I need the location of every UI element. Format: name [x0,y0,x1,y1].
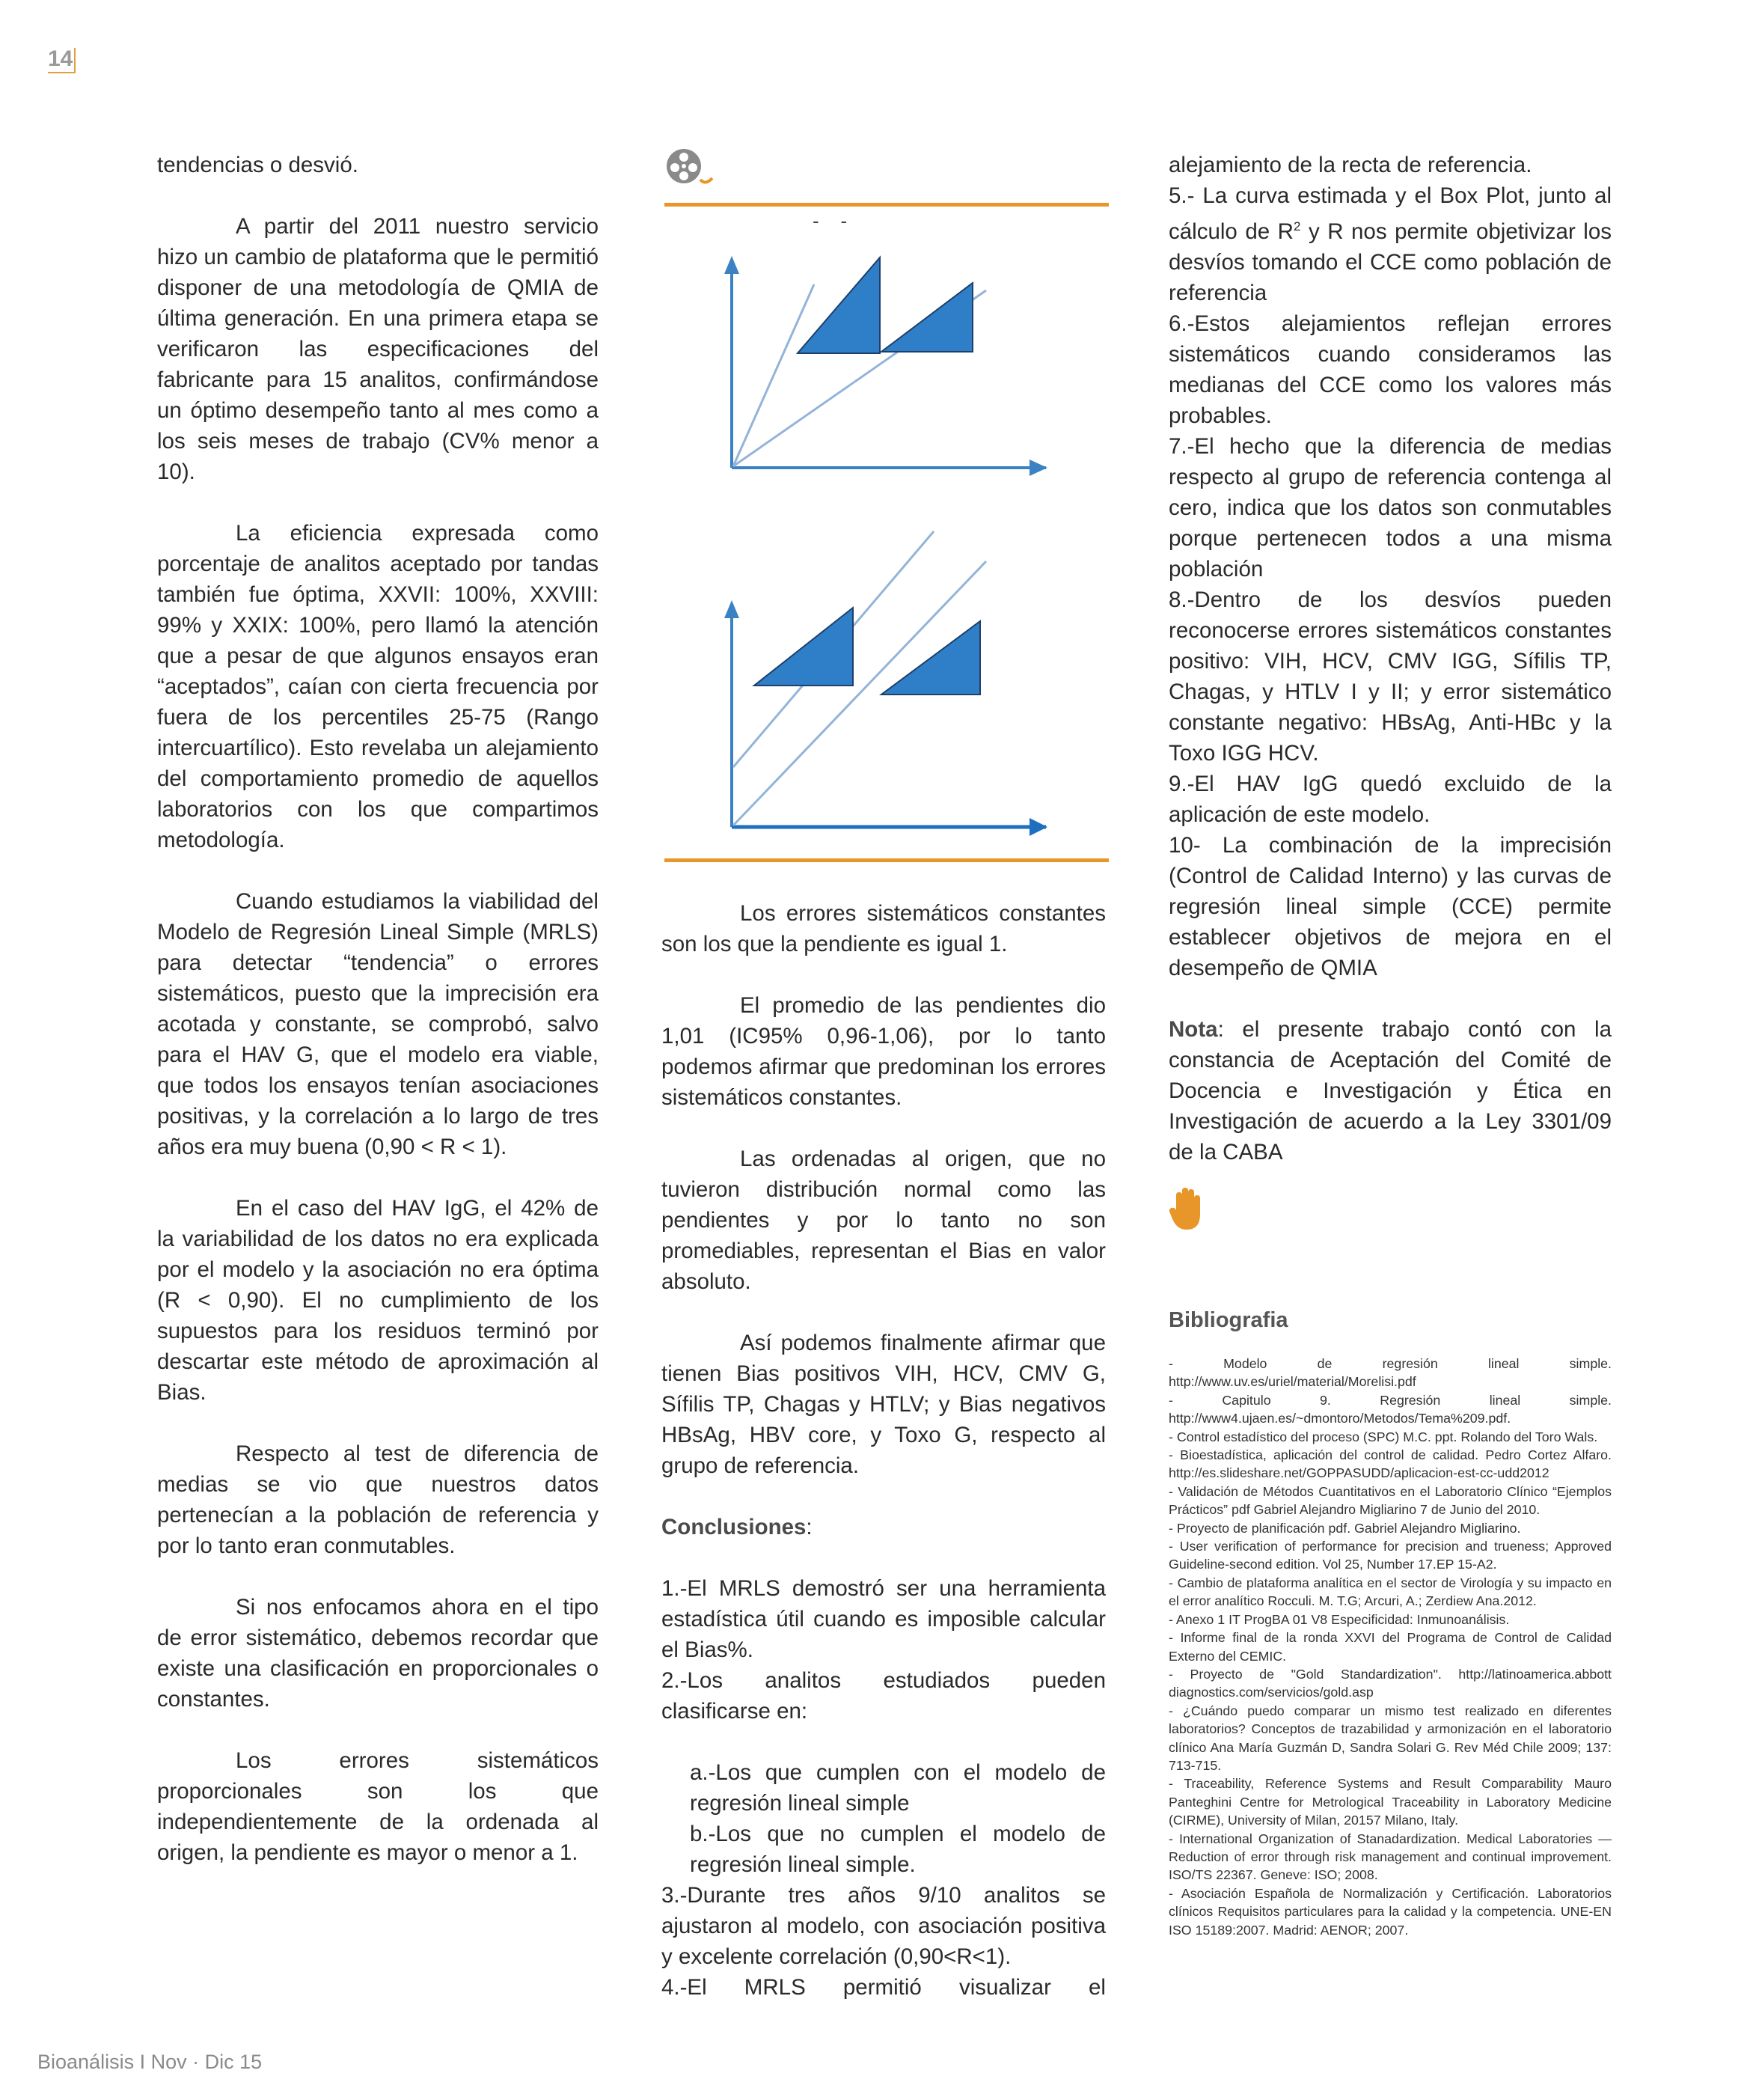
conclusion-subitem: b.-Los que no cumplen el modelo de regresión lineal simple. [690,1822,1106,1877]
bibliography-item: - ¿Cuándo puedo comparar un mismo test realizado en diferentes laboratorios? Conceptos de trazabilidad y armonización en el laboratorio clínico Ana María Guzmán D, Sandra Solari G. Rev Méd Chile 2009; 137: 713-715. [1169,1703,1612,1773]
conclusion-item: 6.-Estos alejamientos reflejan errores sistemáticos cuando consideramos las medianas del CCE como los valores más probables. [1169,311,1612,428]
paragraph: El promedio de las pendientes dio 1,01 (IC95% 0,96-1,06), por lo tanto podemos afirmar que predominan los errores sistemáticos constantes. [661,993,1106,1110]
page-number: 14 [48,48,76,73]
bibliography-item: - Bioestadística, aplicación del control de calidad. Pedro Cortez Alfaro. http://es.slideshare.net/GOPPASUDD/aplicacion-est-cc-udd2012 [1169,1447,1612,1481]
bibliography-item: - Control estadístico del proceso (SPC) M.C. ppt. Rolando del Toro Wals. [1169,1429,1598,1444]
conclusion-item: alejamiento de la recta de referencia. [1169,153,1532,177]
bibliography-item: - International Organization of Stanadardization. Medical Laboratories — Reduction of error through risk management and continual improvement. ISO/TS 22367. Geneve: ISO; 2008. [1169,1831,1612,1883]
paragraph: Si nos enfocamos ahora en el tipo de error sistemático, debemos recordar que existe una clasificación en proporcionales o constantes. [157,1595,599,1712]
note-paragraph: Nota: el presente trabajo contó con la constancia de Aceptación del Comité de Docencia e Investigación y Ética en Investigación de acuerdo a la Ley 3301/09 de la CABA [1169,1016,1612,1165]
column-left [157,150,599,1899]
figure-top-marks: - - [813,210,848,232]
paragraph: En el caso del HAV IgG, el 42% de la variabilidad de los datos no era explicada por el modelo y la asociación no era óptima (R < 0,90). El no cumplimiento de los supuestos para los residuos terminó por descartar este método de aproximación al Bias. [157,1196,599,1405]
constant-error-plot [724,531,1047,836]
conclusion-item: 1.-El MRLS demostró ser una herramienta estadística útil cuando es imposible calcular el Bias%. [661,1576,1106,1662]
conclusion-item: 2.-Los analitos estudiados pueden clasificarse en: [661,1668,1106,1724]
bibliography-item: - Validación de Métodos Cuantitativos en el Laboratorio Clínico “Ejemplos Prácticos” pdf Gabriel Alejandro Migliarino 7 de Junio del 2010. [1169,1483,1612,1518]
paragraph: Cuando estudiamos la viabilidad del Modelo de Regresión Lineal Simple (MRLS) para detectar “tendencia” o errores sistemáticos, puesto que la imprecisión era acotada y constante, se comprobó, salvo para el HAV G, que el modelo era viable, que todos los ensayos tenían asociaciones positivas, y la correlación a lo largo de tres años era muy buena (0,90 < R < 1). [157,889,599,1159]
conclusion-item: 7.-El hecho que la diferencia de medias respecto al grupo de referencia contenga al cero, indica que los datos son conmutables porque pertenecen todos a una misma población [1169,433,1612,582]
paragraph: Las ordenadas al origen, que no tuvieron distribución normal como las pendientes y por lo tanto no son promediables, representan el Bias en valor absoluto. [661,1147,1106,1294]
conclusion-item: 5.- La curva estimada y el Box Plot, junto al cálculo de $R^2$ y R nos permite objetivizar los desvíos tomando el CCE como población de referencia [1169,183,1612,305]
conclusion-subitem: a.-Los que cumplen con el modelo de regresión lineal simple [690,1760,1106,1816]
bibliography-item: - Modelo de regresión lineal simple. http://www.uv.es/uriel/material/Morelisi.pdf [1169,1356,1612,1390]
bibliography-list [1169,1355,1612,1939]
hand-icon [1169,1186,1203,1231]
figure-top-rule [664,203,1109,207]
bibliography-item: - Traceability, Reference Systems and Result Comparability Mauro Panteghini Centre for Metrological Traceability in Laboratory Medicine (CIRME), University of Milan, 20157 Milano, Italy. [1169,1776,1612,1828]
column-middle [661,898,1106,2003]
bibliography-item: - Proyecto de planificación pdf. Gabriel Alejandro Migliarino. [1169,1520,1521,1536]
bibliography-item: - Anexo 1 IT ProgBA 01 V8 Especificidad: Inmunoanálisis. [1169,1611,1510,1627]
page-footer: Bioanálisis I Nov · Dic 15 [37,2051,263,2073]
paragraph: tendencias o desvió. [157,153,358,177]
proportional-error-plot [724,256,1047,476]
conclusion-item: 3.-Durante tres años 9/10 analitos se ajustaron al modelo, con asociación positiva y excelente correlación (0,90<R<1). [661,1883,1106,1969]
paragraph: La eficiencia expresada como porcentaje de analitos aceptado por tandas también fue óptima, XXVII: 100%, XXVIII: 99% y XXIX: 100%, pero llamó la atención que a pesar de que algunos ensayos eran “aceptados”, caían con cierta frecuencia por fuera de los percentiles 25-75 (Rango intercuartílico). Esto revelaba un alejamiento del comportamiento promedio de aquellos laboratorios con los que compartimos metodología. [157,521,599,852]
paragraph: Los errores sistemáticos proporcionales son los que independientemente de la ordenada al origen, la pendiente es mayor o menor a 1. [157,1748,599,1865]
paragraph: Así podemos finalmente afirmar que tienen Bias positivos VIH, HCV, CMV G, Sífilis TP, Chagas y HTLV; y Bias negativos HBsAg, HBV core, y Toxo G, respecto al grupo de referencia. [661,1331,1106,1478]
systematic-error-diagram [664,210,1109,853]
bibliography-title: Bibliografia [1169,1308,1288,1332]
paragraph: Respecto al test de diferencia de medias se vio que nuestros datos pertenecían a la población de referencia y por lo tanto eran conmutables. [157,1441,599,1558]
conclusion-item: 9.-El HAV IgG quedó excluido de la aplicación de este modelo. [1169,771,1612,827]
bibliography-item: - Capitulo 9. Regresión lineal simple. http://www4.ujaen.es/~dmontoro/Metodos/Tema%209.pdf. [1169,1392,1612,1426]
film-reel-icon [664,147,714,192]
column-right [1169,150,1612,1198]
conclusion-item: 8.-Dentro de los desvíos pueden reconocerse errores sistemáticos constantes positivo: VIH, HCV, CMV IGG, Sífilis TP, Chagas, y HTLV I y II; y error sistemático constante negativo: HBsAg, Anti-HBc y la Toxo IGG HCV. [1169,587,1612,766]
paragraph: Los errores sistemáticos constantes son los que la pendiente es igual 1. [661,901,1106,956]
bibliography-item: - Informe final de la ronda XXVI del Programa de Control de Calidad Externo del CEMIC. [1169,1630,1612,1664]
conclusion-item: 4.-El MRLS permitió visualizar el [661,1975,1106,2000]
bibliography-item: - Cambio de plataforma analítica en el sector de Virología y su impacto en el error analítico Rocculi. M. T.G; Arcuri, A.; Zerdiew Ana.2012. [1169,1575,1612,1609]
bibliography-item: - User verification of performance for precision and trueness; Approved Guideline-second edition. Vol 25, Number 17.EP 15-A2. [1169,1539,1612,1572]
bibliography-item: - Proyecto de "Gold Standardization". http://latinoamerica.abbott diagnostics.com/servicios/gold.asp [1169,1666,1612,1700]
bibliography-item: - Asociación Española de Normalización y Certificación. Laboratorios clínicos Requisitos particulares para la calidad y la competencia. UNE-EN ISO 15189:2007. Madrid: AENOR; 2007. [1169,1885,1612,1938]
figure-bottom-rule [664,858,1109,862]
conclusion-item: 10- La combinación de la imprecisión (Control de Calidad Interno) y las curvas de regresión lineal simple (CCE) permite establecer objetivos de mejora en el desempeño de QMIA [1169,832,1612,980]
paragraph: A partir del 2011 nuestro servicio hizo un cambio de plataforma que le permitió disponer de una metodología de QMIA de última generación. En una primera etapa se verificaron las especificaciones del fabricante para 15 analitos, confirmándose un óptimo desempeño tanto al mes como a los seis meses de trabajo (CV% menor a 10). [157,214,599,484]
conclusions-heading: Conclusiones: [661,1515,813,1539]
